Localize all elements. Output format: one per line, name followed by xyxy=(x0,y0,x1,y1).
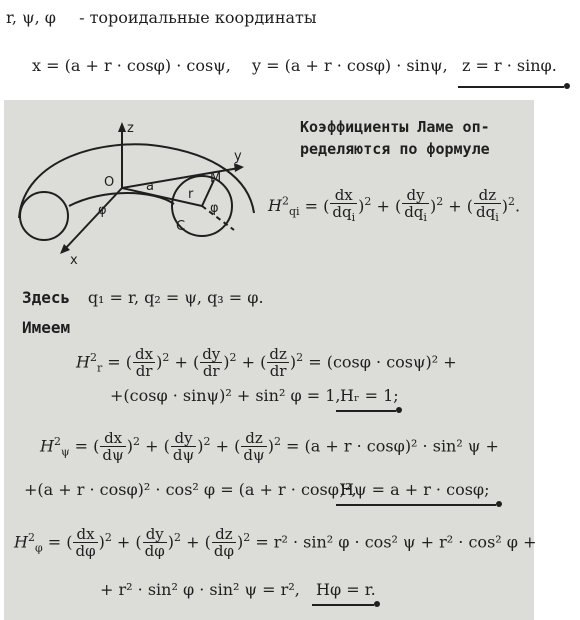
eq-x: x = (a + r · cosφ) · cosψ, xyxy=(32,56,231,75)
lame-title xyxy=(300,116,490,160)
eq-psi-line1: $H^2_\psi$ = ( $\frac{dx}{d\psi}$ )$^2$ + ( $\frac{dy}{d\psi}$ )$^2$ + ( $\frac{dz}{d\psi}$ )$^2$ = (a + r · cosφ)² · sin² ψ + xyxy=(40,429,499,465)
label-y: y xyxy=(234,149,242,164)
label-a: a xyxy=(146,179,154,194)
eq-phi-result: Hφ = r. xyxy=(316,580,376,599)
label-phi-left: φ xyxy=(98,203,107,218)
label-O: O xyxy=(104,175,115,190)
eq-psi-line2: +(a + r · cosφ)² · cos² φ = (a + r · cosφ)², xyxy=(24,480,357,499)
eq-y: y = (a + r · cosφ) · sinψ, xyxy=(252,56,448,75)
coords-label: r, ψ, φ xyxy=(6,8,56,27)
eq-phi-dot xyxy=(374,601,380,607)
header-strip xyxy=(0,0,580,100)
here-line xyxy=(22,288,264,308)
here-label: Здесь xyxy=(22,288,71,307)
eq-r-dot xyxy=(396,407,402,413)
label-C: C xyxy=(176,219,186,234)
lame-title-line1: Коэффициенты Ламе оп- xyxy=(300,118,490,136)
eq-psi-tail: = (a + r · cosφ)² · sin² ψ + xyxy=(286,436,499,456)
eq-phi-line1: $H^2_\varphi$ = ( $\frac{dx}{d\varphi}$ )$^2$ + ( $\frac{dy}{d\varphi}$ )$^2$ + ( $\frac{dz}{d\varphi}$ )$^2$ = r² · sin² φ · cos² ψ + r² · cos² φ + xyxy=(14,525,537,561)
eq-r-tail: = (cosφ · cosψ)² + xyxy=(308,352,457,372)
label-r: r xyxy=(188,187,194,202)
eq-z-underline xyxy=(458,86,564,88)
inner-ring xyxy=(69,193,174,206)
eq-psi-dot xyxy=(496,501,502,507)
coords-desc: - тороидальные координаты xyxy=(79,8,317,27)
eq-psi-result: Hψ = a + r · cosφ; xyxy=(340,480,490,499)
label-phi-right: φ xyxy=(210,201,219,216)
coords-line xyxy=(6,8,317,28)
lame-lhs: $H^2_{qi}$ xyxy=(268,195,300,219)
y-arrow xyxy=(234,163,244,172)
label-z: z xyxy=(127,121,134,136)
eq-z-dot xyxy=(564,83,570,89)
here-q: q₁ = r, q₂ = ψ, q₃ = φ. xyxy=(87,288,264,307)
eq-phi-underline xyxy=(312,604,374,606)
eq-z: z = r · sinφ. xyxy=(462,56,557,75)
eq-r-line1: $H^2_r$ = ( $\frac{dx}{dr}$ )$^2$ + ( $\frac{dy}{dr}$ )$^2$ + ( $\frac{dz}{dr}$ )$^2$ = (cosφ · cosψ)² + xyxy=(76,345,457,381)
eq-psi-underline xyxy=(336,504,496,506)
label-M: M xyxy=(210,171,222,186)
label-x: x xyxy=(70,253,78,268)
eq-phi-line2: + r² · sin² φ · sin² ψ = r², xyxy=(100,580,300,599)
lame-title-line2: ределяются по формуле xyxy=(300,140,490,158)
torus-figure xyxy=(14,118,269,268)
lame-formula: $H^2_{qi}$ = ( $\frac{dx}{dq_i}$ )$^2$ + ( $\frac{dy}{dq_i}$ )$^2$ + ( $\frac{dz}{dq_i}$ )$^2$. xyxy=(268,186,521,225)
eq-r-line2: +(cosφ · sinψ)² + sin² φ = 1, xyxy=(110,386,341,405)
left-section xyxy=(20,192,68,240)
eq-phi-tail: = r² · sin² φ · cos² ψ + r² · cos² φ + xyxy=(255,532,537,552)
eq-r-result: Hᵣ = 1; xyxy=(340,386,399,405)
we-have: Имеем xyxy=(22,318,71,337)
eq-r-underline xyxy=(336,410,396,412)
z-arrow xyxy=(118,122,126,132)
